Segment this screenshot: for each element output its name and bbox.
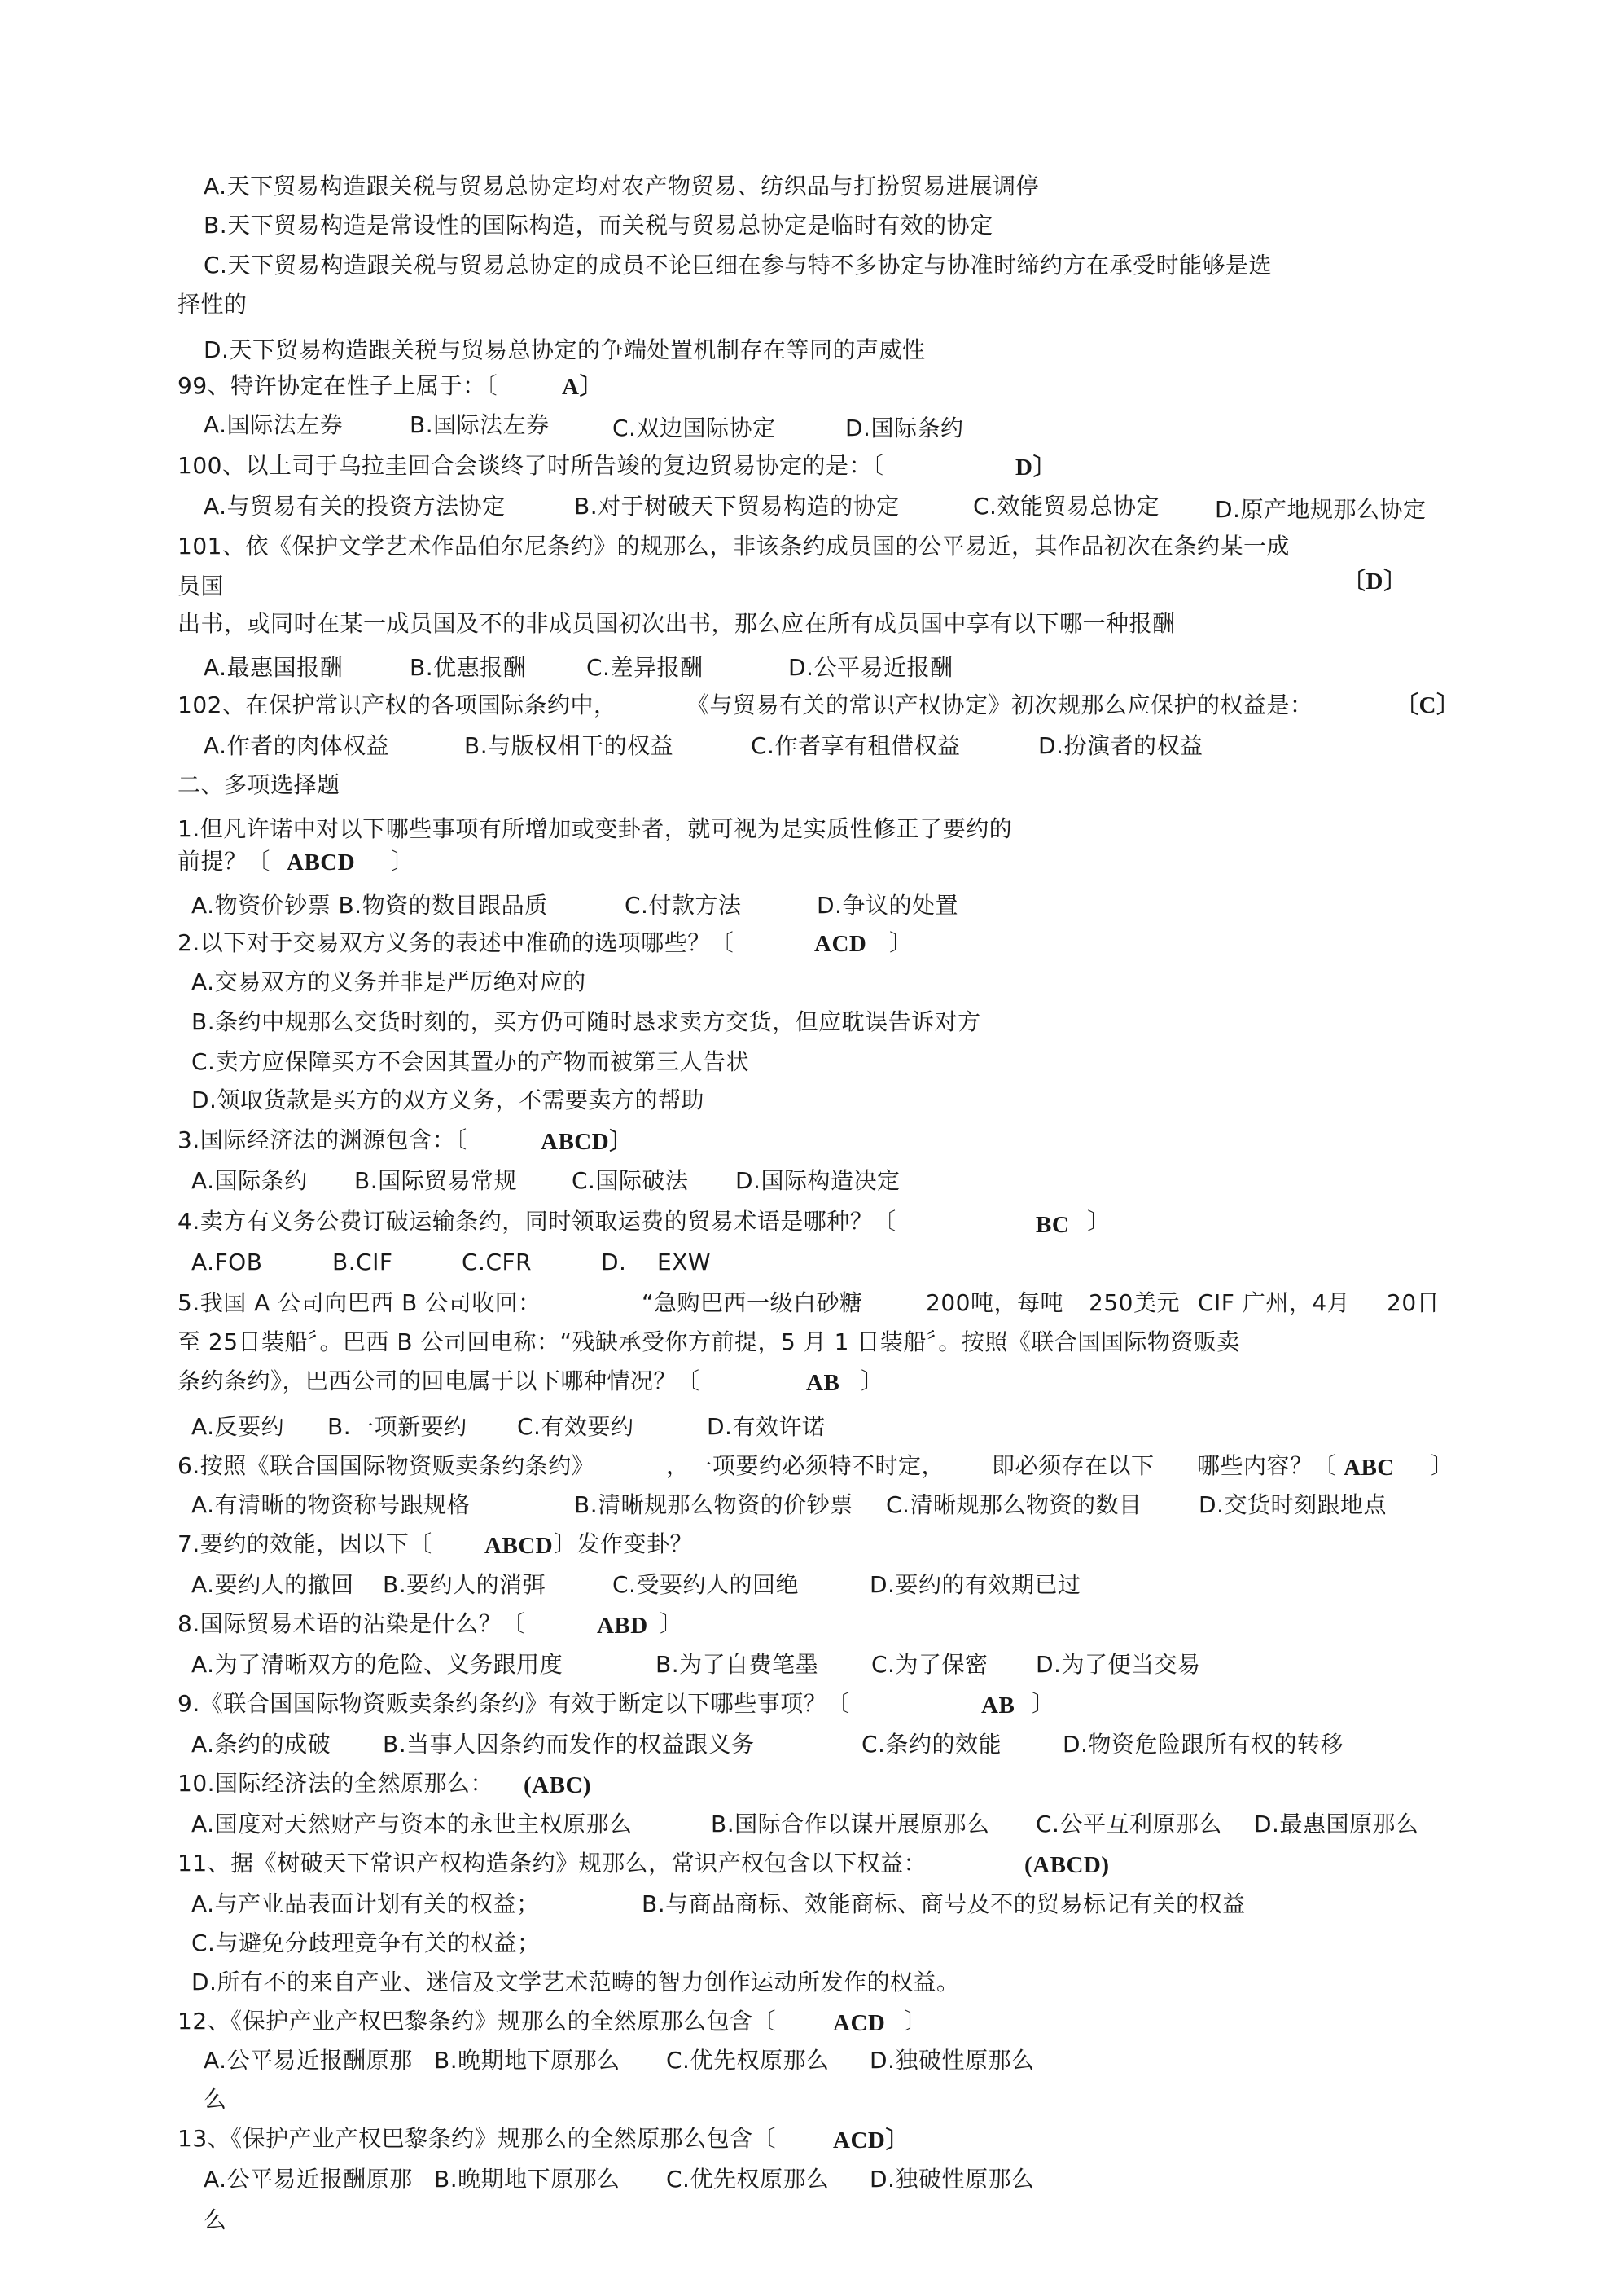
mq10-option-a: A.国度对天然财产与资本的永世主权原那么	[191, 1811, 633, 1837]
mq4-option-d: EXW	[657, 1249, 712, 1275]
mq11-answer: (ABCD)	[1024, 1852, 1110, 1878]
q102-option-c: C.作者享有租借权益	[751, 732, 961, 759]
mq13-answer: ACD〕	[833, 2127, 910, 2153]
q99-option-c: C.双边国际协定	[612, 415, 776, 441]
mq1-answer: ABCD	[287, 849, 356, 876]
mq3-option-b: B.国际贸易常规	[354, 1167, 518, 1194]
mq3-option-c: C.国际破法	[572, 1167, 689, 1194]
mq13-option-a: A.公平易近报酬原那	[204, 2166, 413, 2193]
q100-option-a: A.与贸易有关的投资方法协定	[204, 493, 506, 520]
mq11-stem: 11、据《树破天下常识产权构造条约》规那么，常识产权包含以下权益：	[178, 1850, 927, 1877]
mq8-option-d: D.为了便当交易	[1036, 1651, 1201, 1678]
mq3-answer: ABCD〕	[541, 1129, 633, 1155]
mq2-option-c: C.卖方应保障买方不会因其置办的产物而被第三人告状	[191, 1048, 749, 1075]
mq1-stem: 1.但凡许诺中对以下哪些事项有所增加或变卦者，就可视为是实质性修正了要约的	[178, 815, 1013, 842]
mq12-option-a: A.公平易近报酬原那	[204, 2047, 413, 2074]
mq5-stem-quote: “急购巴西一级白砂糖	[642, 1289, 863, 1316]
mq3-stem: 3.国际经济法的渊源包含：〔	[178, 1126, 467, 1153]
q99-option-d: D.国际条约	[845, 415, 964, 441]
mq8-answer: ABD	[597, 1613, 648, 1639]
mq12-option-a-cont: 么	[204, 2086, 227, 2113]
mq13-option-b: B.晚期地下原那么	[434, 2166, 620, 2193]
mq4-close: 〕	[1087, 1208, 1111, 1235]
q98-option-b: B.天下贸易构造是常设性的国际构造，而关税与贸易总协定是临时有效的协定	[204, 212, 993, 239]
mq12-option-b: B.晚期地下原那么	[434, 2047, 620, 2074]
mq1-option-c: C.付款方法	[625, 892, 742, 919]
mq9-option-a: A.条约的成破	[191, 1731, 331, 1758]
q100-answer: D〕	[1015, 454, 1057, 481]
mq9-option-d: D.物资危险跟所有权的转移	[1063, 1731, 1344, 1758]
mq5-close: 〕	[861, 1368, 884, 1394]
q99-option-a: A.国际法左券	[204, 411, 344, 438]
mq2-option-a: A.交易双方的义务并非是严厉绝对应的	[191, 968, 586, 995]
q102-stem: 102、在保护常识产权的各项国际条约中，	[178, 691, 617, 718]
mq8-option-b: B.为了自费笔墨	[655, 1651, 819, 1678]
mq9-close: 〕	[1032, 1690, 1055, 1717]
mq6-close: 〕	[1431, 1452, 1454, 1479]
q100-option-c: C.效能贸易总协定	[973, 493, 1160, 520]
mq5-stem-date: 20日	[1387, 1289, 1440, 1316]
mq12-option-d: D.独破性原那么	[870, 2047, 1035, 2074]
q99-answer: A〕	[562, 374, 603, 400]
q98-option-c: C.天下贸易构造跟关税与贸易总协定的成员不论巨细在参与特不多协定与协准时缔约方在承受时能够是选	[204, 252, 1272, 279]
mq11-option-a: A.与产业品表面计划有关的权益；	[191, 1890, 540, 1917]
q99-option-b: B.国际法左券	[410, 411, 550, 438]
mq12-answer: ACD	[833, 2010, 886, 2036]
mq8-option-c: C.为了保密	[871, 1651, 989, 1678]
mq7-option-c: C.受要约人的回绝	[612, 1571, 799, 1598]
mq9-answer: AB	[981, 1692, 1015, 1719]
mq5-option-a: A.反要约	[191, 1413, 285, 1440]
mq11-option-b: B.与商品商标、效能商标、商号及不的贸易标记有关的权益	[642, 1890, 1246, 1917]
q102-option-d: D.扮演者的权益	[1038, 732, 1203, 759]
mq4-option-b: B.CIF	[332, 1249, 393, 1275]
mq6-stem: 6.按照《联合国国际物资贩卖条约条约》	[178, 1452, 595, 1479]
q102-option-b: B.与版权相干的权益	[464, 732, 674, 759]
mq2-close: 〕	[889, 929, 913, 956]
mq12-close: 〕	[904, 2008, 927, 2035]
mq11-option-c: C.与避免分歧理竞争有关的权益；	[191, 1929, 541, 1956]
mq6-answer: ABC	[1344, 1455, 1395, 1481]
mq5-stem-price: 250美元	[1089, 1289, 1180, 1316]
mq13-option-c: C.优先权原那么	[666, 2166, 830, 2193]
mq7-option-d: D.要约的有效期已过	[870, 1571, 1081, 1598]
mq6-option-b: B.清晰规那么物资的价钞票	[574, 1491, 853, 1518]
q98-option-d: D.天下贸易构造跟关税与贸易总协定的争端处置机制存在等同的声威性	[204, 336, 926, 363]
mq1-close: 〕	[391, 848, 414, 875]
mq4-option-d-letter: D.	[601, 1249, 627, 1275]
mq1-options-ab: A.物资价钞票 B.物资的数目跟品质	[191, 892, 548, 919]
q100-option-b: B.对于树破天下贸易构造的协定	[574, 493, 900, 520]
section-heading-multiple-choice: 二、多项选择题	[178, 771, 340, 798]
mq1-option-d: D.争议的处置	[817, 892, 958, 919]
mq9-option-c: C.条约的效能	[861, 1731, 1002, 1758]
mq6-stem-cont: ，一项要约必须特不时定，	[666, 1452, 945, 1479]
mq6-stem-cont3: 哪些内容？〔	[1197, 1452, 1337, 1479]
mq11-option-d: D.所有不的来自产业、迷信及文学艺术范畴的智力创作运动所发作的权益。	[191, 1969, 960, 1995]
mq4-option-a: A.FOB	[191, 1249, 263, 1275]
mq5-option-c: C.有效要约	[517, 1413, 634, 1440]
mq2-answer: ACD	[814, 931, 867, 957]
mq2-stem: 2.以下对于交易双方义务的表述中准确的选项哪些？〔	[178, 929, 734, 956]
mq5-option-b: B.一项新要约	[327, 1413, 467, 1440]
mq12-stem: 12、《保护产业产权巴黎条约》规那么的全然原那么包含〔	[178, 2008, 777, 2035]
mq5-stem-qty: 200吨，每吨	[926, 1289, 1063, 1316]
q101-option-c: C.差异报酬	[586, 654, 704, 681]
mq4-stem: 4.卖方有义务公费订破运输条约，同时领取运费的贸易术语是哪种？〔	[178, 1208, 896, 1235]
mq12-option-c: C.优先权原那么	[666, 2047, 830, 2074]
mq9-stem: 9.《联合国国际物资贩卖条约条约》有效于断定以下哪些事项？〔	[178, 1690, 850, 1717]
q101-option-d: D.公平易近报酬	[788, 654, 953, 681]
mq13-option-a-cont: 么	[204, 2206, 227, 2233]
q100-option-d: D.原产地规那么协定	[1215, 496, 1427, 523]
q98-option-a: A.天下贸易构造跟关税与贸易总协定均对农产物贸易、纺织品与打扮贸易进展调停	[204, 173, 1040, 200]
mq2-option-d: D.领取货款是买方的双方义务，不需要卖方的帮助	[191, 1087, 704, 1113]
mq1-stem-cont: 前提？〔	[178, 848, 271, 875]
mq7-answer: ABCD	[484, 1533, 554, 1559]
q100-stem: 100、以上司于乌拉圭回合会谈终了时所告竣的复边贸易协定的是：〔	[178, 452, 884, 479]
mq5-stem: 5.我国 A 公司向巴西 B 公司收回：	[178, 1289, 541, 1316]
mq2-option-b: B.条约中规那么交货时刻的，买方仍可随时恳求卖方交货，但应耽误告诉对方	[191, 1008, 981, 1035]
mq10-answer: (ABC)	[524, 1772, 592, 1798]
mq5-stem-cont: 至 25日装船〞。巴西 B 公司回电称：“残缺承受你方前提，5 月 1 日装船〞。按照《联合国国际物资贩卖	[178, 1328, 1240, 1355]
mq6-option-a: A.有清晰的物资称号跟规格	[191, 1491, 471, 1518]
mq9-option-b: B.当事人因条约而发作的权益跟义务	[383, 1731, 755, 1758]
mq5-stem-cont2: 条约条约》，巴西公司的回电属于以下哪种情况？〔	[178, 1368, 700, 1394]
mq7-stem-cont: 〕发作变卦？	[554, 1530, 694, 1557]
q101-stem-cont2: 出书，或同时在某一成员国及不的非成员国初次出书，那么应在所有成员国中享有以下哪一种报酬	[178, 610, 1176, 637]
mq3-option-a: A.国际条约	[191, 1167, 308, 1194]
q101-stem-cont: 员国	[178, 573, 225, 599]
mq5-stem-term: CIF 广州，4月	[1198, 1289, 1351, 1316]
mq10-option-c: C.公平互利原那么	[1036, 1811, 1222, 1837]
mq6-stem-cont2: 即必须存在以下	[992, 1452, 1155, 1479]
mq7-option-a: A.要约人的撤回	[191, 1571, 354, 1598]
q101-option-a: A.最惠国报酬	[204, 654, 344, 681]
mq13-stem: 13、《保护产业产权巴黎条约》规那么的全然原那么包含〔	[178, 2125, 777, 2152]
mq10-option-d: D.最惠国原那么	[1254, 1811, 1419, 1837]
q98-option-c-cont: 择性的	[178, 291, 248, 318]
q101-answer: 〔D〕	[1342, 569, 1408, 595]
q101-stem: 101、依《保护文学艺术作品伯尔尼条约》的规那么，非该条约成员国的公平易近，其作品初次在条约某一成	[178, 533, 1290, 560]
mq7-option-b: B.要约人的消弭	[383, 1571, 546, 1598]
mq6-option-c: C.清晰规那么物资的数目	[886, 1491, 1142, 1518]
q102-answer: 〔C〕	[1395, 692, 1461, 718]
mq13-option-d: D.独破性原那么	[870, 2166, 1035, 2193]
q101-option-b: B.优惠报酬	[410, 654, 527, 681]
mq4-answer: BC	[1036, 1212, 1070, 1238]
mq5-answer: AB	[806, 1370, 840, 1396]
mq8-option-a: A.为了清晰双方的危险、义务跟用度	[191, 1651, 563, 1678]
q99-stem: 99、特许协定在性子上属于：〔	[178, 372, 498, 399]
mq10-option-b: B.国际合作以谋开展原那么	[711, 1811, 990, 1837]
mq8-close: 〕	[660, 1610, 683, 1637]
mq8-stem: 8.国际贸易术语的沾染是什么？〔	[178, 1610, 525, 1637]
q102-stem-cont: 《与贸易有关的常识产权协定》初次规那么应保护的权益是：	[686, 691, 1313, 718]
q102-option-a: A.作者的肉体权益	[204, 732, 390, 759]
mq6-option-d: D.交货时刻跟地点	[1199, 1491, 1387, 1518]
mq7-stem: 7.要约的效能，因以下〔	[178, 1530, 432, 1557]
mq3-option-d: D.国际构造决定	[735, 1167, 901, 1194]
mq10-stem: 10.国际经济法的全然原那么：	[178, 1770, 494, 1797]
mq4-option-c: C.CFR	[462, 1249, 533, 1275]
mq5-option-d: D.有效许诺	[707, 1413, 826, 1440]
